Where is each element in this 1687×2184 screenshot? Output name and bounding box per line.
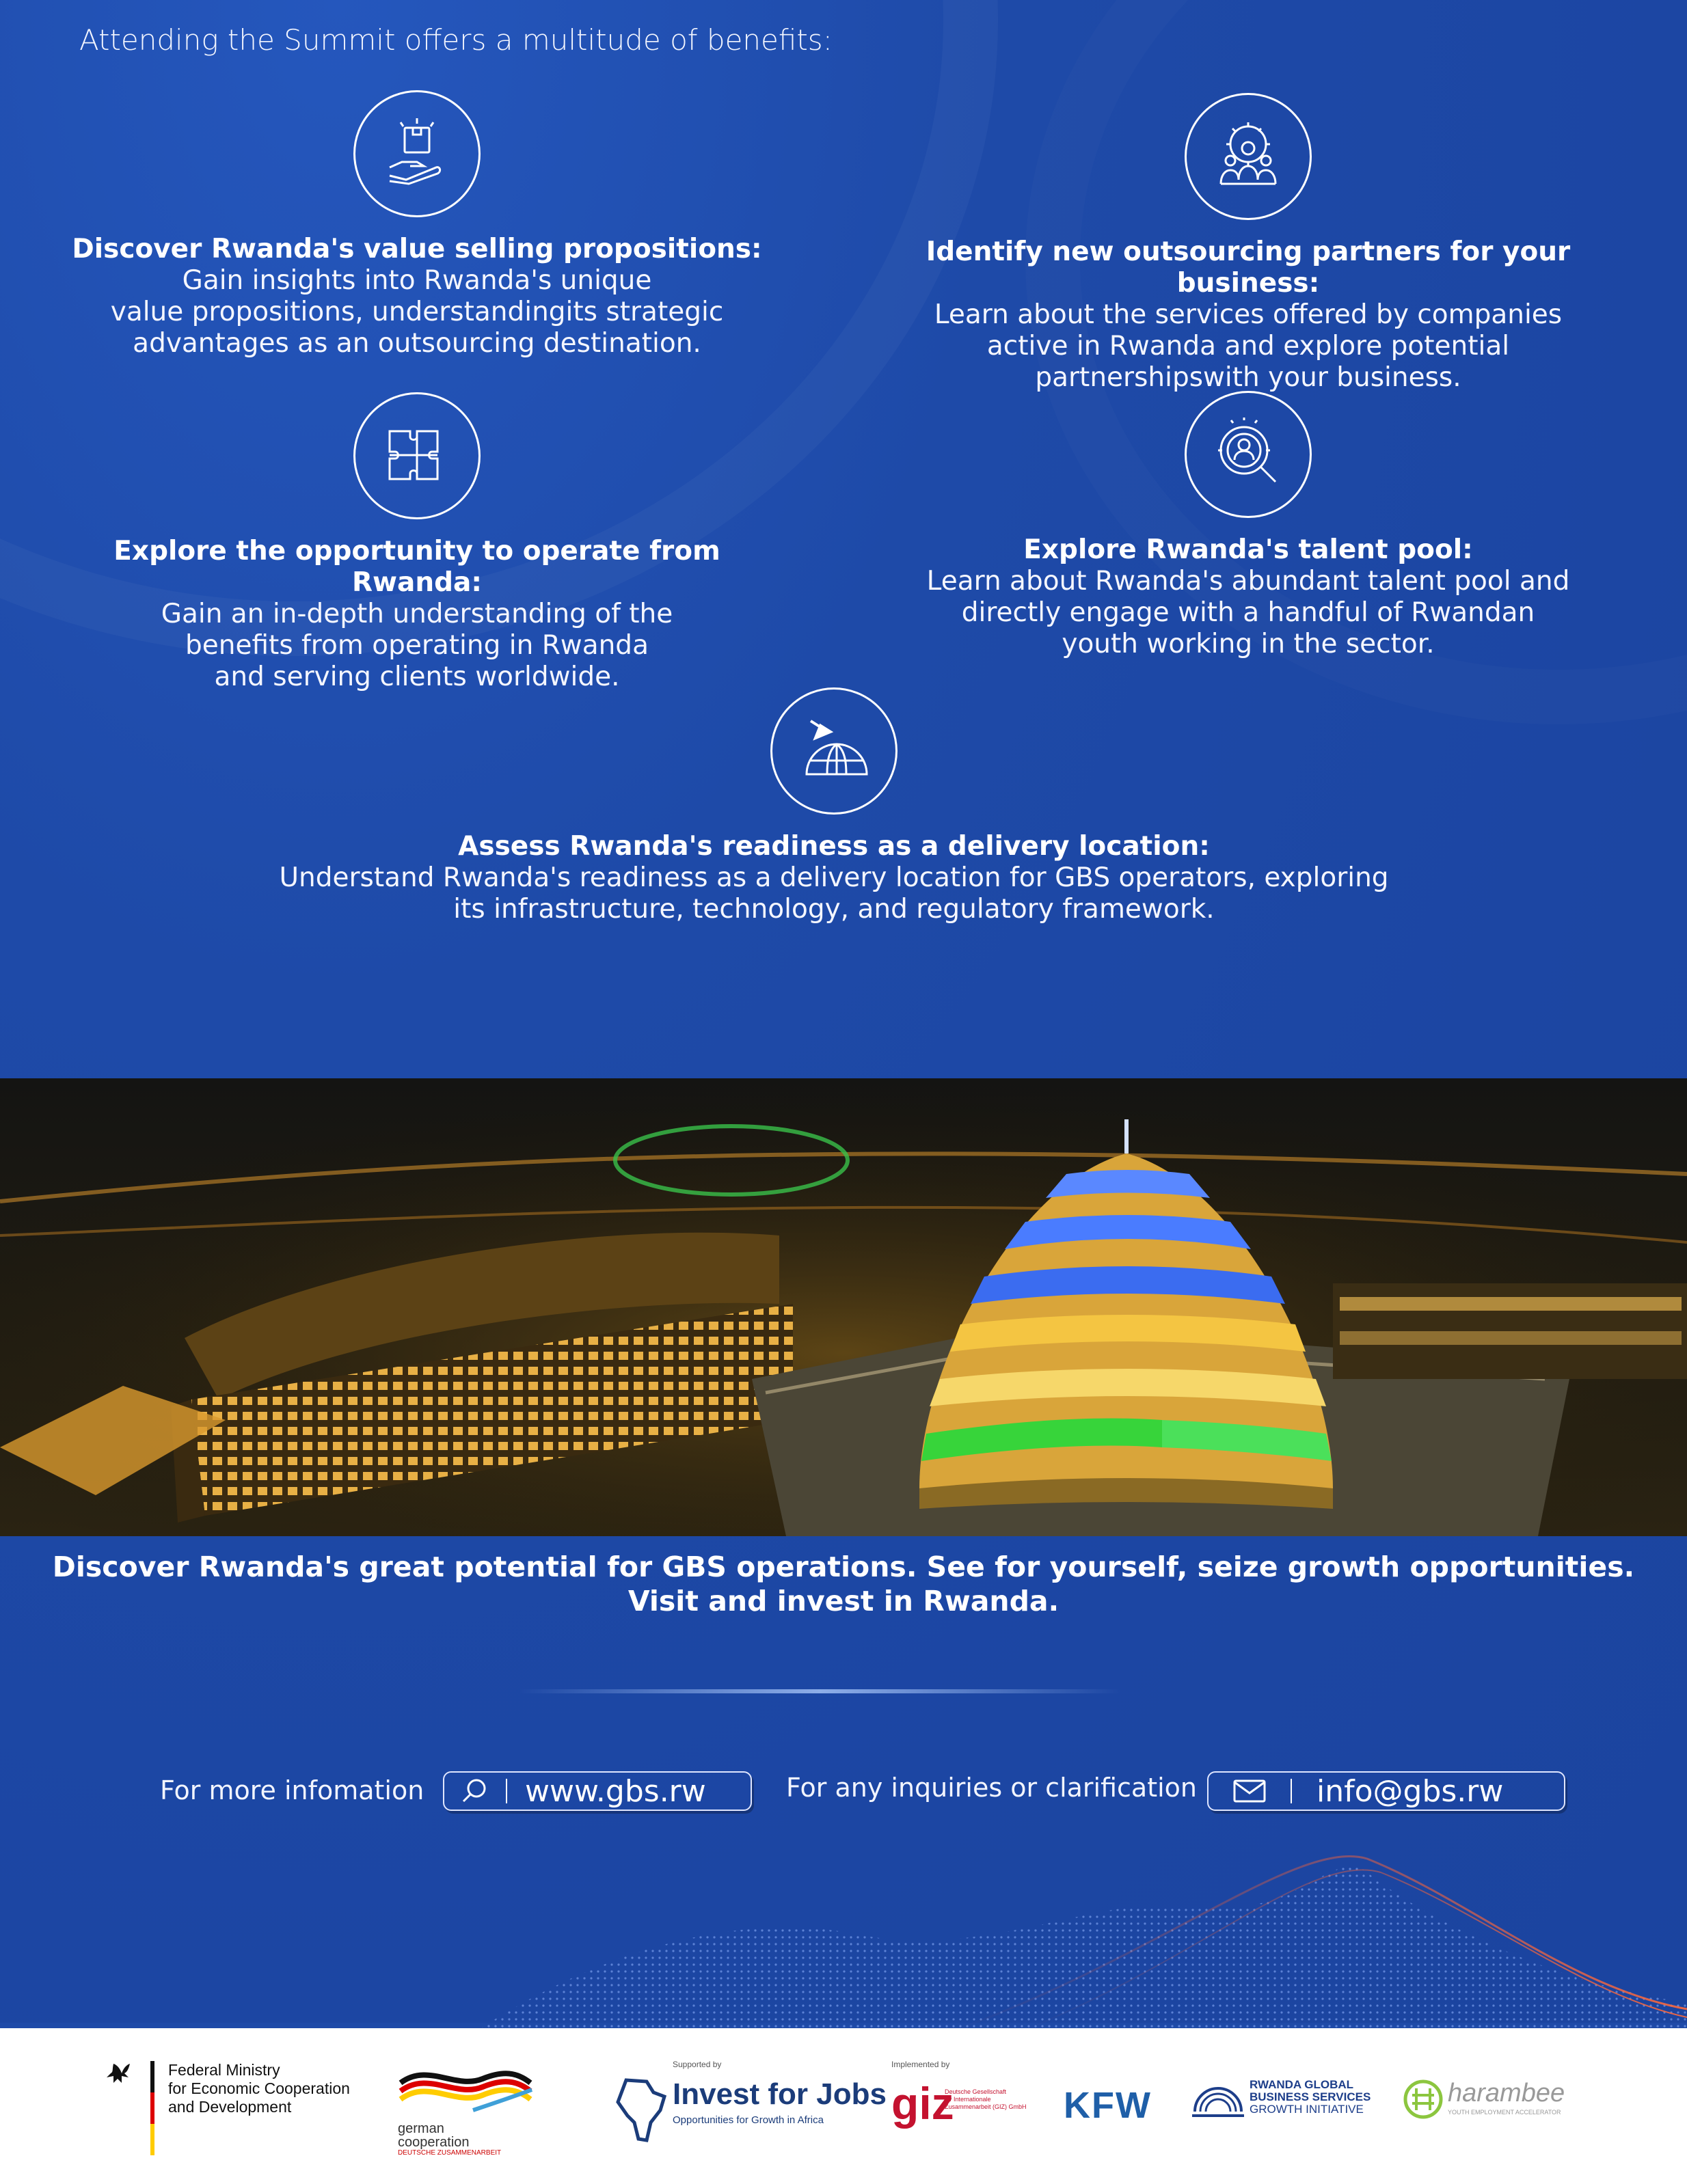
harambee-sub: YOUTH EMPLOYMENT ACCELERATOR (1448, 2109, 1561, 2116)
footer (0, 2028, 1687, 2184)
giz-sub: Deutsche Gesellschaft (945, 2088, 1007, 2095)
benefit-line: Gain insights into Rwanda's unique (182, 265, 652, 296)
email-text: info@gbs.rw (1317, 1773, 1504, 1809)
eagle-emblem-icon (105, 2061, 146, 2157)
harambee-text: harambee (1448, 2079, 1565, 2107)
info-label: For more infomation (160, 1775, 424, 1805)
website-text: www.gbs.rw (525, 1773, 706, 1809)
benefit-line: value propositions, understandingits strategic (110, 297, 724, 327)
benefit-line: and serving clients worldwide. (214, 661, 620, 692)
benefit-title: Identify new outsourcing partners for your business: (926, 236, 1571, 299)
giz-sub: für Internationale (945, 2096, 991, 2103)
bmz-line: and Development (168, 2098, 292, 2116)
benefit-line: benefits from operating in Rwanda (185, 630, 649, 661)
website-link[interactable] (443, 1771, 752, 1811)
inquiry-label: For any inquiries or clarification (786, 1773, 1198, 1803)
german-coop-text: cooperation (398, 2135, 470, 2150)
benefit-line: youth working in the sector. (1062, 629, 1435, 659)
benefit-line: Learn about the services offered by companies (934, 299, 1563, 330)
invest-for-jobs-text: Invest for Jobs (673, 2077, 887, 2111)
giz-logo (891, 2060, 1027, 2129)
convention-centre-photo (0, 1078, 1687, 1536)
giz-sub: Zusammenarbeit (GIZ) GmbH (945, 2103, 1027, 2110)
german-cooperation-logo (398, 2069, 535, 2157)
benefit-outsourcing-partners (859, 93, 1638, 394)
hand-box-icon (353, 90, 481, 217)
bmz-line: for Economic Cooperation (168, 2079, 350, 2097)
benefit-delivery-location (205, 687, 1463, 925)
benefit-line: Gain an in-depth understanding of the (161, 599, 673, 629)
implemented-by-label: Implemented by (891, 2060, 950, 2069)
benefit-operate-from-rwanda (55, 392, 779, 693)
benefit-line: advantages as an outsourcing destination. (133, 328, 701, 359)
intro-text: Attending the Summit offers a multitude of benefits: (79, 23, 833, 57)
giz-text: giz (891, 2078, 954, 2129)
benefit-title: Explore the opportunity to operate from Rwanda: (113, 536, 720, 598)
dome-lines-icon (1191, 2079, 1245, 2120)
benefit-title: Discover Rwanda's value selling propositions: (72, 234, 762, 264)
talent-search-icon (1185, 391, 1312, 518)
rgbsi-line: BUSINESS SERVICES (1250, 2090, 1371, 2103)
rgbsi-line: RWANDA GLOBAL (1250, 2078, 1354, 2091)
flag-wave-icon (398, 2069, 535, 2117)
bmz-line: Federal Ministry (168, 2061, 280, 2079)
harambee-emblem-icon (1403, 2079, 1444, 2120)
benefit-line: directly engage with a handful of Rwandan (961, 597, 1535, 628)
benefit-title: Explore Rwanda's talent pool: (1023, 534, 1473, 565)
benefit-line: Learn about Rwanda's abundant talent pool and (926, 566, 1570, 597)
cta-line: Discover Rwanda's great potential for GBS operations. See for yourself, seize growth opportunities. (52, 1551, 1635, 1583)
invest-tagline: Opportunities for Growth in Africa (673, 2114, 824, 2126)
german-coop-text: german (398, 2121, 444, 2136)
email-link[interactable] (1207, 1771, 1565, 1811)
rgbsi-line: GROWTH INITIATIVE (1250, 2103, 1364, 2116)
cta-line: Visit and invest in Rwanda. (627, 1585, 1060, 1617)
call-to-action (0, 1550, 1687, 1618)
benefit-talent-pool (859, 391, 1638, 660)
benefit-line: active in Rwanda and explore potential (986, 331, 1510, 361)
dotted-wave-decoration (0, 1831, 1687, 2030)
divider (519, 1689, 1121, 1693)
benefit-value-propositions (55, 90, 779, 359)
team-gear-icon (1185, 93, 1312, 220)
globe-pin-icon (770, 687, 898, 815)
africa-map-icon (614, 2075, 669, 2143)
kfw-logo: KFW (1064, 2085, 1152, 2126)
puzzle-icon (353, 392, 481, 519)
supported-by-label: Supported by (673, 2060, 722, 2069)
mail-icon (1209, 1773, 1291, 1810)
bmz-logo (105, 2061, 350, 2160)
benefit-line: its infrastructure, technology, and regulatory framework. (453, 894, 1215, 925)
benefit-title: Assess Rwanda's readiness as a delivery location: (458, 831, 1210, 862)
german-coop-sub: DEUTSCHE ZUSAMMENARBEIT (398, 2149, 502, 2157)
benefit-line: partnershipswith your business. (1035, 362, 1461, 393)
search-icon (444, 1773, 506, 1810)
benefit-line: Understand Rwanda's readiness as a delivery location for GBS operators, exploring (279, 862, 1389, 893)
